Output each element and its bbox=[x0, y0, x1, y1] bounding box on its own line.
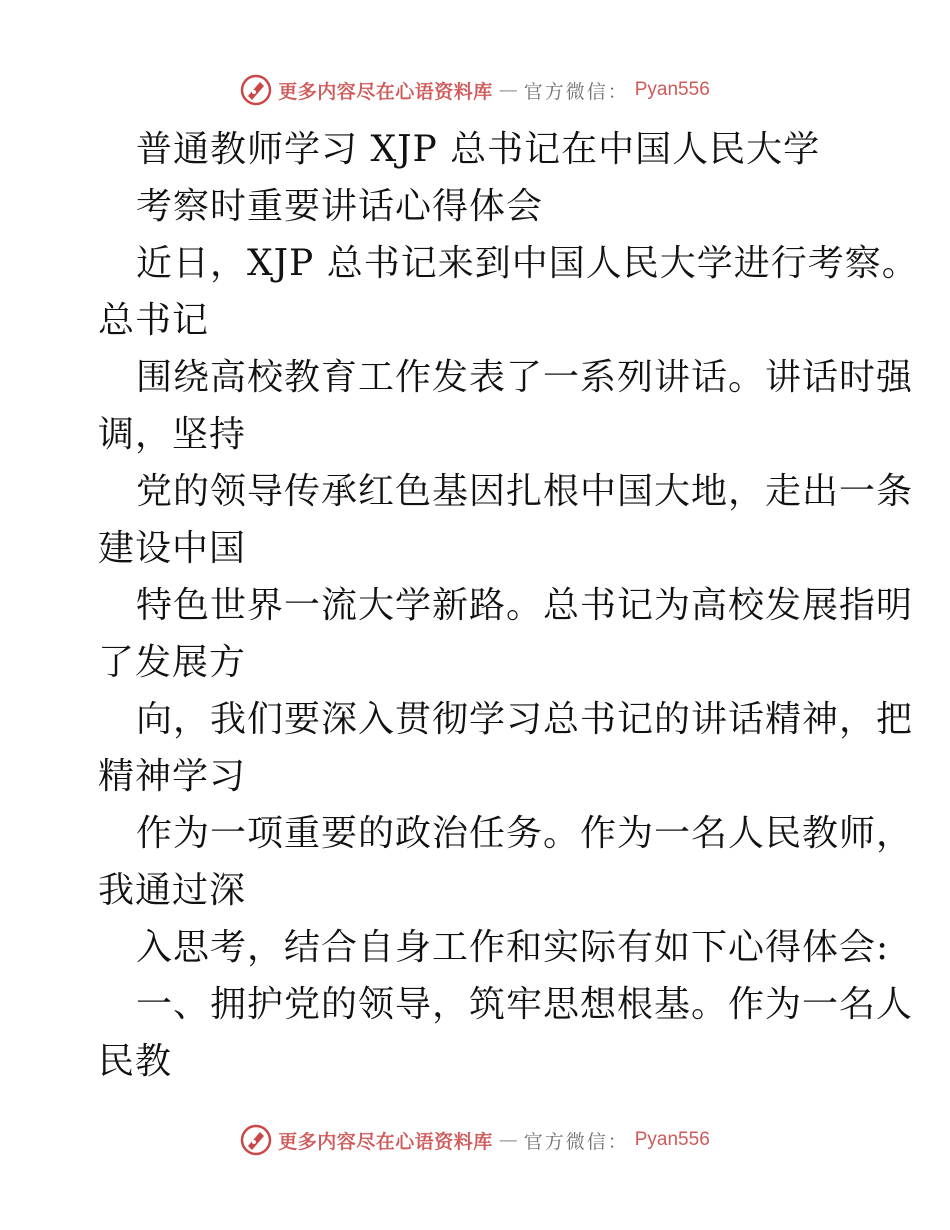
doc-line: 我通过深 bbox=[98, 870, 247, 911]
banner-dash: — bbox=[498, 1129, 518, 1151]
doc-line: 了发展方 bbox=[98, 642, 247, 683]
header-banner bbox=[0, 70, 950, 110]
wechat-label: 官方微信： bbox=[523, 1130, 629, 1153]
quill-logo-icon bbox=[240, 74, 272, 106]
wechat-id: Pyan556 bbox=[634, 79, 710, 100]
brand-text: 更多内容尽在心语资料库 bbox=[278, 80, 493, 103]
document-body bbox=[98, 121, 919, 1090]
doc-line: 一、拥护党的领导，筑牢思想根基。作为一名人 bbox=[136, 984, 914, 1025]
wechat-id: Pyan556 bbox=[634, 1129, 710, 1150]
doc-line: 考察时重要讲话心得体会 bbox=[136, 186, 544, 227]
doc-line: 调，坚持 bbox=[98, 414, 247, 455]
doc-line: 近日，XJP 总书记来到中国人民大学进行考察。 bbox=[136, 243, 919, 284]
footer-banner bbox=[0, 1120, 950, 1160]
banner-dash: — bbox=[498, 79, 518, 101]
quill-logo-icon bbox=[240, 1124, 272, 1156]
doc-line: 围绕高校教育工作发表了一系列讲话。讲话时强 bbox=[136, 357, 914, 398]
doc-line: 民教 bbox=[98, 1041, 173, 1082]
doc-line: 普通教师学习 XJP 总书记在中国人民大学 bbox=[136, 129, 821, 170]
doc-line: 向，我们要深入贯彻学习总书记的讲话精神，把 bbox=[136, 699, 914, 740]
wechat-label: 官方微信： bbox=[523, 80, 629, 103]
doc-line: 作为一项重要的政治任务。作为一名人民教师， bbox=[136, 813, 914, 854]
brand-text: 更多内容尽在心语资料库 bbox=[278, 1130, 493, 1153]
doc-line: 特色世界一流大学新路。总书记为高校发展指明 bbox=[136, 585, 914, 626]
doc-line: 精神学习 bbox=[98, 756, 247, 797]
doc-line: 党的领导传承红色基因扎根中国大地，走出一条 bbox=[136, 471, 914, 512]
doc-line: 入思考，结合自身工作和实际有如下心得体会: bbox=[136, 927, 890, 968]
doc-line: 总书记 bbox=[98, 300, 210, 341]
doc-line: 建设中国 bbox=[98, 528, 247, 569]
